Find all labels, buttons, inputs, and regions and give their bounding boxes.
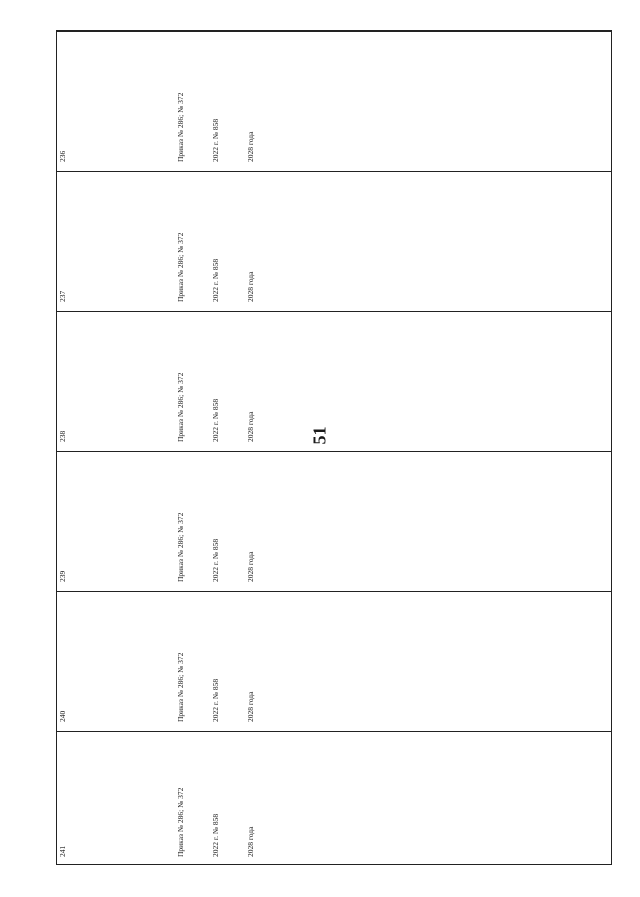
order-number: Приказ № 286; № 372 (176, 652, 185, 722)
valid-until: 2028 года (246, 131, 255, 162)
row-number: 240 (58, 710, 67, 722)
approval-date: 2022 г. № 858 (211, 118, 220, 162)
valid-until: 2028 года (246, 551, 255, 582)
order-number: Приказ № 286; № 372 (176, 232, 185, 302)
row-number: 236 (58, 150, 67, 162)
order-number: Приказ № 286; № 372 (176, 372, 185, 442)
table-row (57, 591, 611, 731)
approval-date: 2022 г. № 858 (211, 813, 220, 857)
document-table (56, 30, 612, 865)
valid-until: 2028 года (246, 271, 255, 302)
valid-until: 2028 года (246, 826, 255, 857)
table-row (57, 171, 611, 311)
valid-until: 2028 года (246, 411, 255, 442)
table-row (57, 311, 611, 451)
order-number: Приказ № 286; № 372 (176, 512, 185, 582)
row-number: 241 (58, 845, 67, 857)
row-number: 237 (58, 290, 67, 302)
row-number: 238 (58, 430, 67, 442)
table-row (57, 731, 611, 866)
order-number: Приказ № 286; № 372 (176, 787, 185, 857)
approval-date: 2022 г. № 858 (211, 398, 220, 442)
approval-date: 2022 г. № 858 (211, 538, 220, 582)
order-number: Приказ № 286; № 372 (176, 92, 185, 162)
approval-date: 2022 г. № 858 (211, 678, 220, 722)
table-row (57, 31, 611, 171)
approval-date: 2022 г. № 858 (211, 258, 220, 302)
table-row (57, 451, 611, 591)
row-number: 239 (58, 570, 67, 582)
valid-until: 2028 года (246, 691, 255, 722)
page-number: 51 (309, 426, 330, 445)
